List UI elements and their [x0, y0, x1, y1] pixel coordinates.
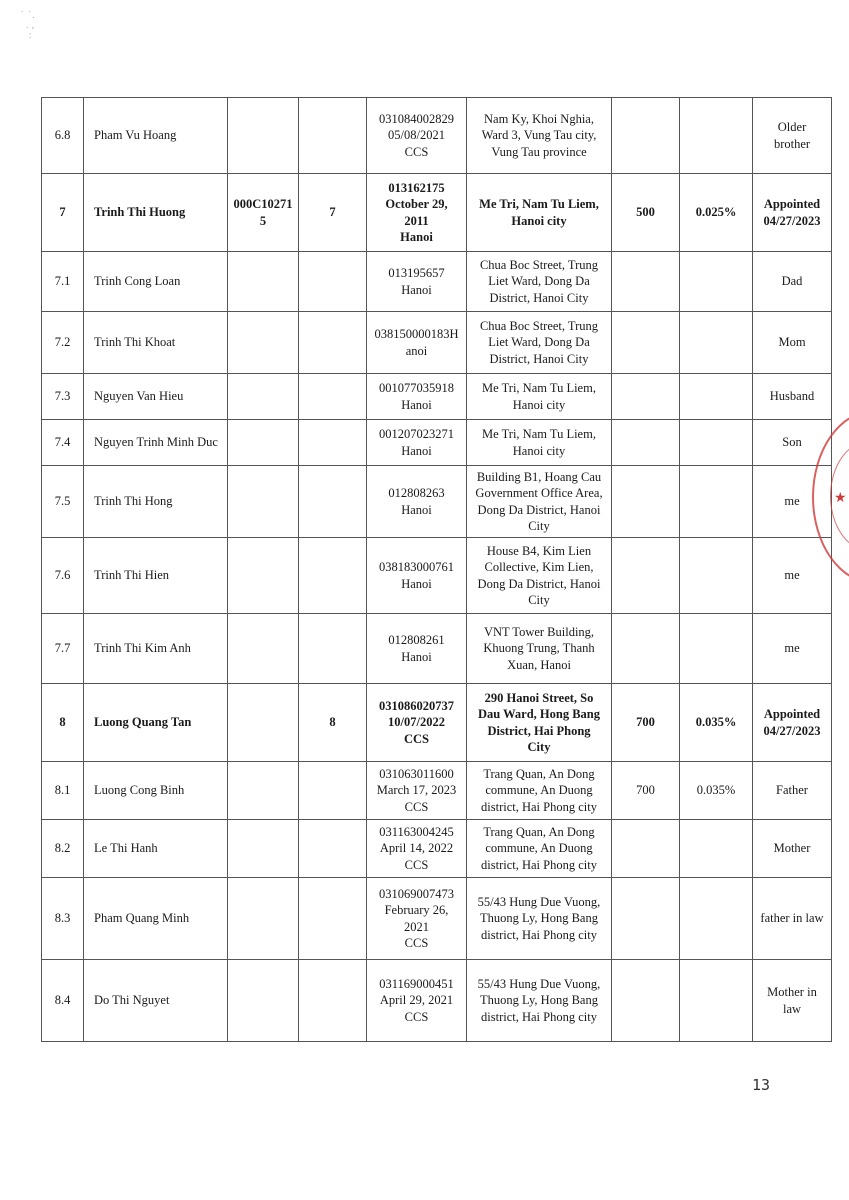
relationship-cell: Son [753, 420, 832, 466]
ownership-ratio-cell [680, 820, 753, 878]
order-number-cell [299, 98, 367, 174]
row-number-cell: 7.2 [42, 312, 84, 374]
holder-code-cell [228, 762, 299, 820]
row-number-cell: 7.5 [42, 466, 84, 538]
order-number-cell [299, 878, 367, 960]
address-cell: Me Tri, Nam Tu Liem, Hanoi city [467, 374, 612, 420]
relationship-cell: me [753, 466, 832, 538]
address-cell: 55/43 Hung Due Vuong, Thuong Ly, Hong Bang district, Hai Phong city [467, 878, 612, 960]
holder-code-cell [228, 312, 299, 374]
holder-code-cell [228, 960, 299, 1042]
order-number-cell [299, 762, 367, 820]
ownership-ratio-cell: 0.035% [680, 762, 753, 820]
address-cell: VNT Tower Building, Khuong Trung, Thanh Xuan, Hanoi [467, 614, 612, 684]
relationship-cell: father in law [753, 878, 832, 960]
relationship-cell: Dad [753, 252, 832, 312]
ownership-ratio-cell [680, 538, 753, 614]
address-cell: Building B1, Hoang Cau Government Office Area, Dong Da District, Hanoi City [467, 466, 612, 538]
table-row [42, 174, 832, 252]
relationship-cell: me [753, 614, 832, 684]
row-number-cell: 7.1 [42, 252, 84, 312]
person-name-cell: Nguyen Trinh Minh Duc [84, 420, 228, 466]
share-count-cell: 700 [612, 684, 680, 762]
share-count-cell [612, 960, 680, 1042]
person-name-cell: Do Thi Nguyet [84, 960, 228, 1042]
person-name-cell: Trinh Cong Loan [84, 252, 228, 312]
person-name-cell: Pham Quang Minh [84, 878, 228, 960]
order-number-cell [299, 374, 367, 420]
person-name-cell: Trinh Thi Hong [84, 466, 228, 538]
table-row [42, 374, 832, 420]
table-row [42, 878, 832, 960]
holder-code-cell: 000C10271 5 [228, 174, 299, 252]
seal-star-icon: ★ [834, 490, 847, 506]
scan-artifacts: ˙ ˙. . , : [20, 11, 35, 41]
share-count-cell [612, 538, 680, 614]
relationship-cell: Appointed 04/27/2023 [753, 174, 832, 252]
order-number-cell: 8 [299, 684, 367, 762]
share-count-cell [612, 252, 680, 312]
share-count-cell [612, 820, 680, 878]
address-cell: 290 Hanoi Street, So Dau Ward, Hong Bang District, Hai Phong City [467, 684, 612, 762]
ownership-ratio-cell [680, 374, 753, 420]
id-info-cell: 031084002829 05/08/2021 CCS [367, 98, 467, 174]
id-info-cell: 013162175 October 29, 2011 Hanoi [367, 174, 467, 252]
ownership-ratio-cell: 0.035% [680, 684, 753, 762]
share-count-cell [612, 878, 680, 960]
id-info-cell: 038183000761 Hanoi [367, 538, 467, 614]
table-row [42, 820, 832, 878]
ownership-ratio-cell [680, 312, 753, 374]
person-name-cell: Trinh Thi Kim Anh [84, 614, 228, 684]
id-info-cell: 031069007473 February 26, 2021 CCS [367, 878, 467, 960]
id-info-cell: 038150000183H anoi [367, 312, 467, 374]
id-info-cell: 031163004245 April 14, 2022 CCS [367, 820, 467, 878]
table-row [42, 98, 832, 174]
page-number: 13 [752, 1076, 771, 1094]
row-number-cell: 6.8 [42, 98, 84, 174]
holder-code-cell [228, 820, 299, 878]
shareholder-table [41, 97, 832, 1042]
share-count-cell: 700 [612, 762, 680, 820]
holder-code-cell [228, 374, 299, 420]
person-name-cell: Nguyen Van Hieu [84, 374, 228, 420]
id-info-cell: 013195657 Hanoi [367, 252, 467, 312]
row-number-cell: 7.7 [42, 614, 84, 684]
holder-code-cell [228, 466, 299, 538]
holder-code-cell [228, 420, 299, 466]
person-name-cell: Trinh Thi Huong [84, 174, 228, 252]
address-cell: Nam Ky, Khoi Nghia, Ward 3, Vung Tau city, Vung Tau province [467, 98, 612, 174]
table-row [42, 684, 832, 762]
order-number-cell [299, 960, 367, 1042]
share-count-cell: 500 [612, 174, 680, 252]
person-name-cell: Pham Vu Hoang [84, 98, 228, 174]
address-cell: Trang Quan, An Dong commune, An Duong district, Hai Phong city [467, 762, 612, 820]
address-cell: House B4, Kim Lien Collective, Kim Lien, Dong Da District, Hanoi City [467, 538, 612, 614]
address-cell: Chua Boc Street, Trung Liet Ward, Dong Da District, Hanoi City [467, 312, 612, 374]
share-count-cell [612, 312, 680, 374]
order-number-cell [299, 252, 367, 312]
order-number-cell [299, 420, 367, 466]
table-row [42, 252, 832, 312]
order-number-cell [299, 614, 367, 684]
person-name-cell: Le Thi Hanh [84, 820, 228, 878]
ownership-ratio-cell [680, 420, 753, 466]
ownership-ratio-cell [680, 878, 753, 960]
row-number-cell: 7 [42, 174, 84, 252]
address-cell: Me Tri, Nam Tu Liem, Hanoi city [467, 420, 612, 466]
id-info-cell: 012808263 Hanoi [367, 466, 467, 538]
row-number-cell: 8.3 [42, 878, 84, 960]
holder-code-cell [228, 878, 299, 960]
row-number-cell: 8.4 [42, 960, 84, 1042]
table-body [42, 98, 832, 1042]
holder-code-cell [228, 252, 299, 312]
ownership-ratio-cell [680, 466, 753, 538]
relationship-cell: Father [753, 762, 832, 820]
person-name-cell: Trinh Thi Khoat [84, 312, 228, 374]
order-number-cell [299, 312, 367, 374]
share-count-cell [612, 98, 680, 174]
holder-code-cell [228, 538, 299, 614]
table-row [42, 538, 832, 614]
row-number-cell: 7.6 [42, 538, 84, 614]
relationship-cell: Older brother [753, 98, 832, 174]
holder-code-cell [228, 614, 299, 684]
ownership-ratio-cell [680, 960, 753, 1042]
address-cell: 55/43 Hung Due Vuong, Thuong Ly, Hong Bang district, Hai Phong city [467, 960, 612, 1042]
relationship-cell: Appointed 04/27/2023 [753, 684, 832, 762]
row-number-cell: 8.2 [42, 820, 84, 878]
order-number-cell [299, 538, 367, 614]
share-count-cell [612, 466, 680, 538]
id-info-cell: 031086020737 10/07/2022 CCS [367, 684, 467, 762]
relationship-cell: Mother [753, 820, 832, 878]
holder-code-cell [228, 98, 299, 174]
row-number-cell: 7.4 [42, 420, 84, 466]
table-row [42, 960, 832, 1042]
holder-code-cell [228, 684, 299, 762]
ownership-ratio-cell: 0.025% [680, 174, 753, 252]
row-number-cell: 7.3 [42, 374, 84, 420]
relationship-cell: me [753, 538, 832, 614]
order-number-cell: 7 [299, 174, 367, 252]
relationship-cell: Mother in law [753, 960, 832, 1042]
share-count-cell [612, 420, 680, 466]
order-number-cell [299, 466, 367, 538]
share-count-cell [612, 374, 680, 420]
address-cell: Me Tri, Nam Tu Liem, Hanoi city [467, 174, 612, 252]
table-row [42, 762, 832, 820]
table-row [42, 614, 832, 684]
person-name-cell: Luong Quang Tan [84, 684, 228, 762]
id-info-cell: 012808261 Hanoi [367, 614, 467, 684]
ownership-ratio-cell [680, 98, 753, 174]
address-cell: Chua Boc Street, Trung Liet Ward, Dong Da District, Hanoi City [467, 252, 612, 312]
relationship-cell: Mom [753, 312, 832, 374]
order-number-cell [299, 820, 367, 878]
id-info-cell: 031169000451 April 29, 2021 CCS [367, 960, 467, 1042]
row-number-cell: 8.1 [42, 762, 84, 820]
person-name-cell: Trinh Thi Hien [84, 538, 228, 614]
table-row [42, 466, 832, 538]
share-count-cell [612, 614, 680, 684]
id-info-cell: 031063011600 March 17, 2023 CCS [367, 762, 467, 820]
id-info-cell: 001207023271 Hanoi [367, 420, 467, 466]
id-info-cell: 001077035918 Hanoi [367, 374, 467, 420]
person-name-cell: Luong Cong Binh [84, 762, 228, 820]
table-row [42, 312, 832, 374]
address-cell: Trang Quan, An Dong commune, An Duong district, Hai Phong city [467, 820, 612, 878]
ownership-ratio-cell [680, 252, 753, 312]
ownership-ratio-cell [680, 614, 753, 684]
table-row [42, 420, 832, 466]
row-number-cell: 8 [42, 684, 84, 762]
relationship-cell: Husband [753, 374, 832, 420]
